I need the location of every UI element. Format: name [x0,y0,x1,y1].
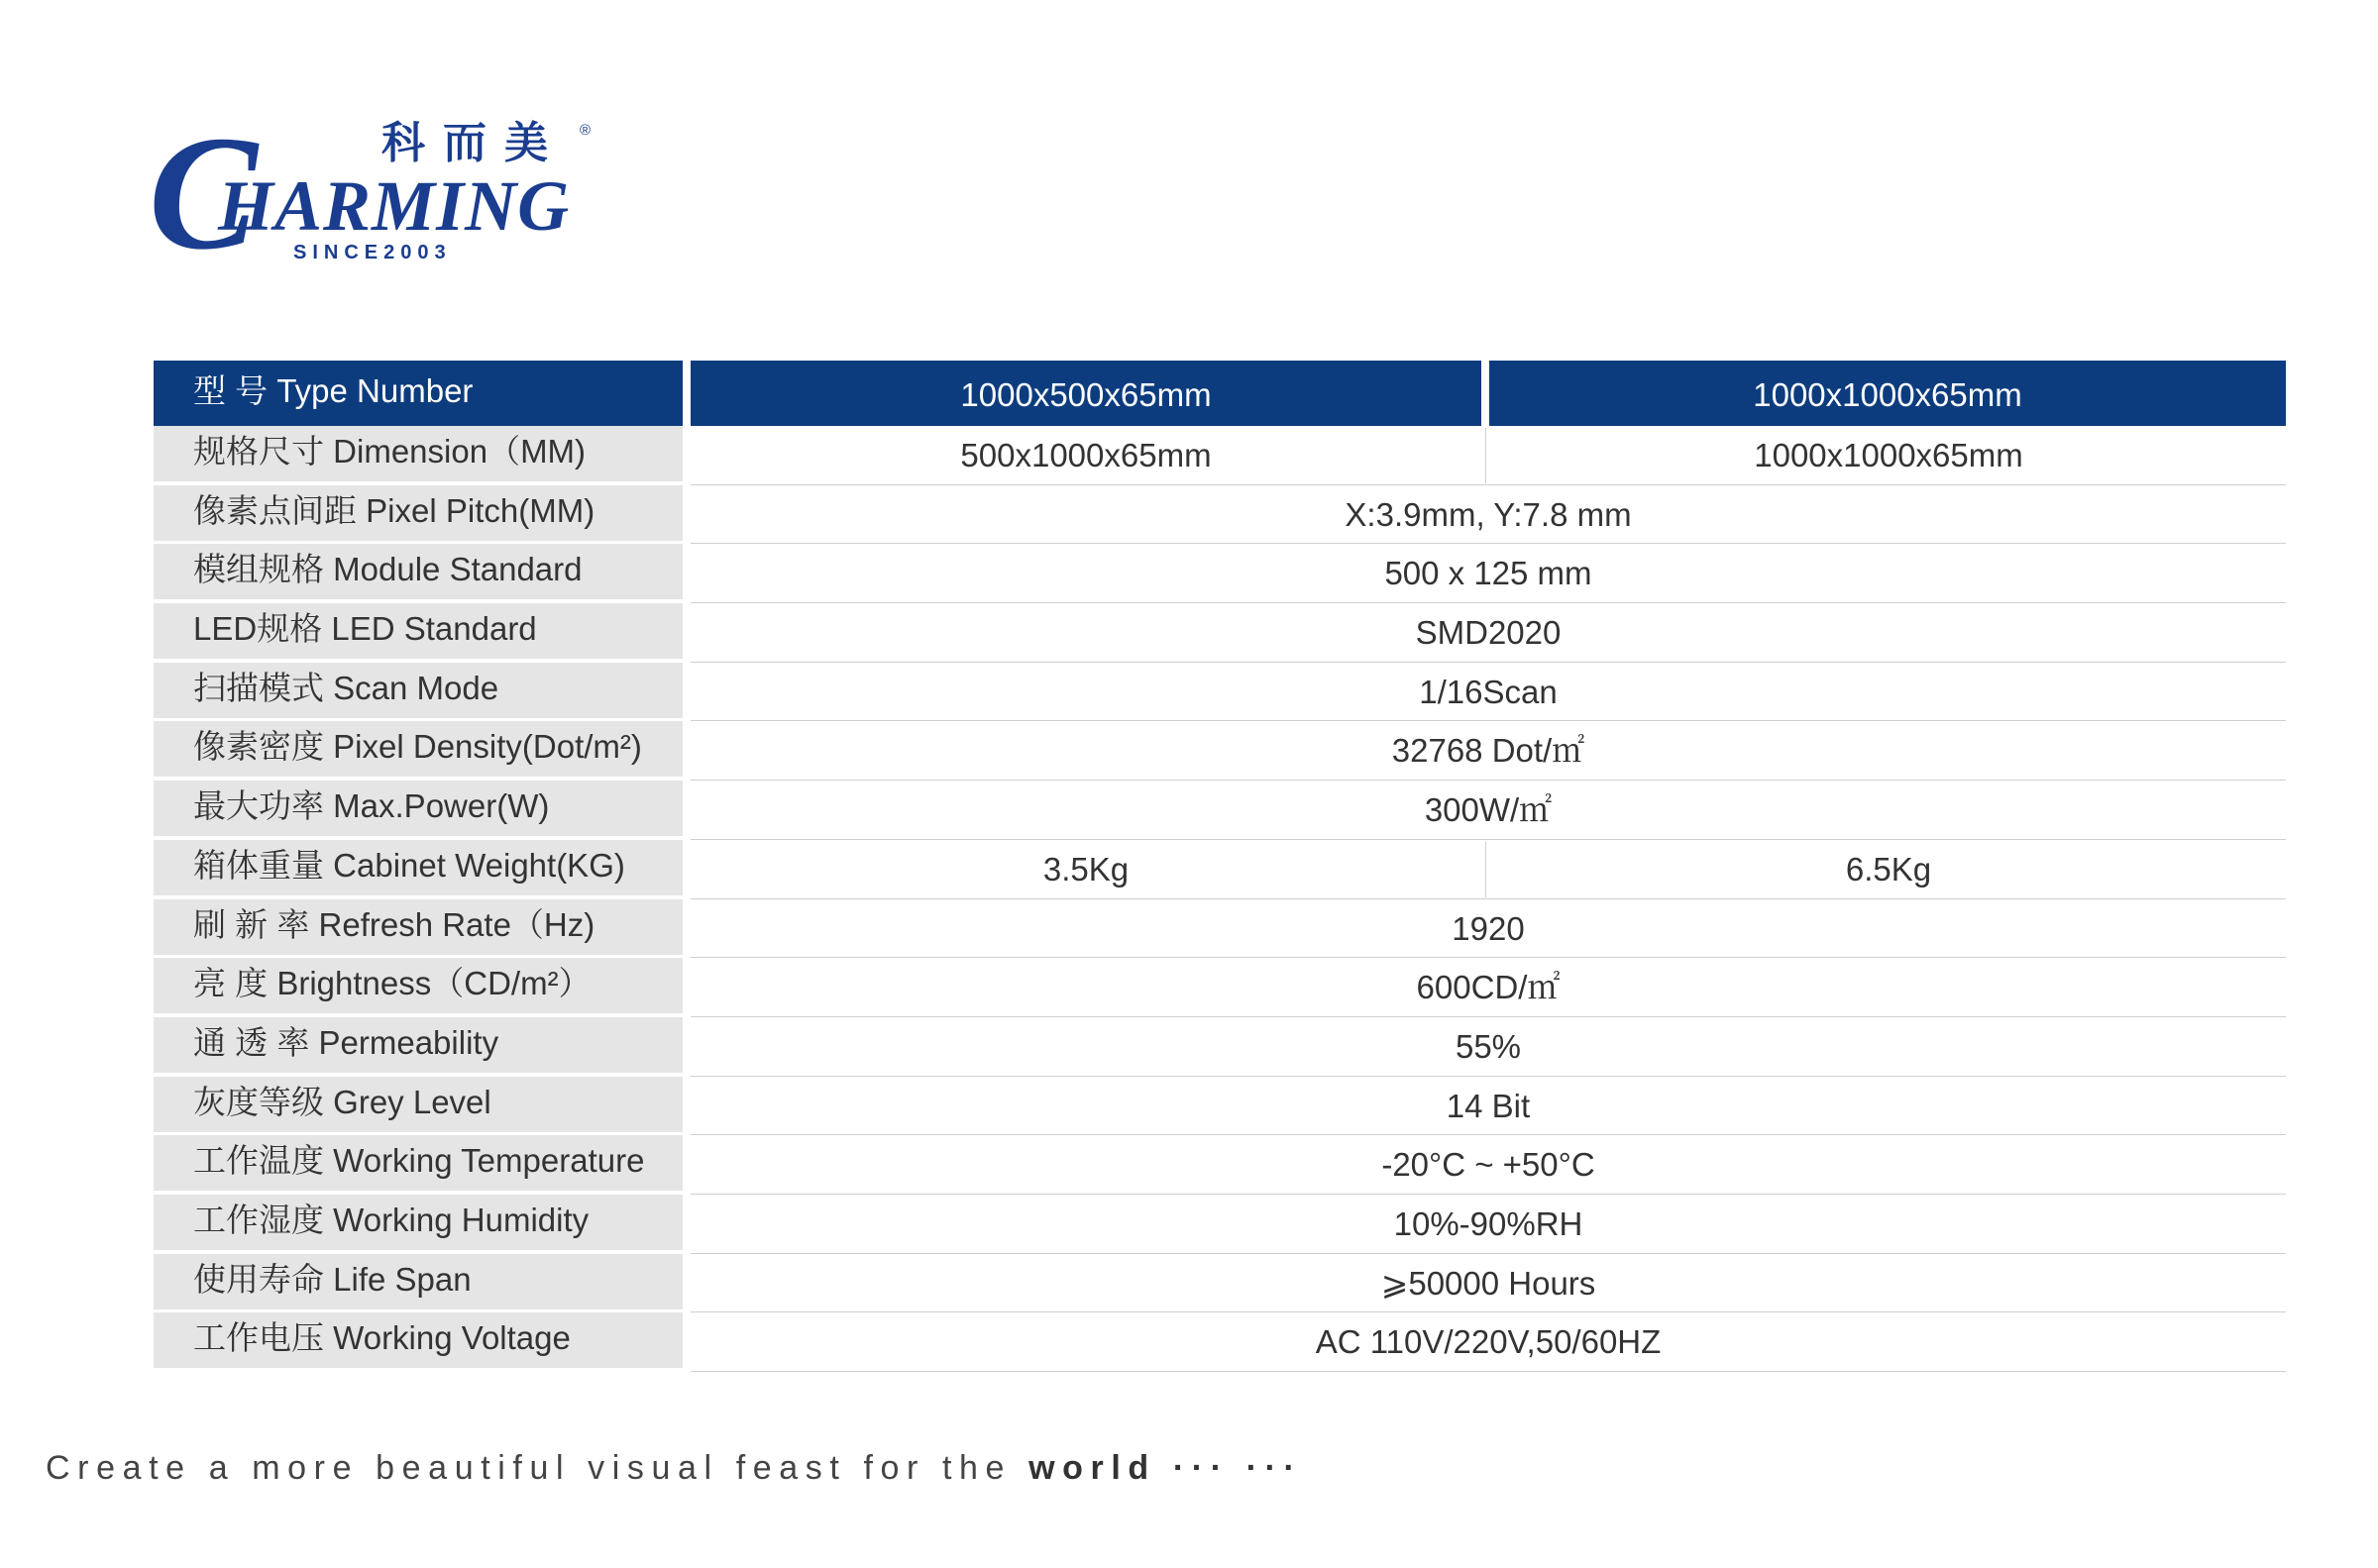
table-body [154,426,2286,1372]
table-row [154,1312,2286,1372]
table-row [154,721,2286,781]
table-row [154,1077,2286,1136]
row-values [691,1135,2286,1195]
row-values [691,840,2286,899]
slogan-emphasis: world [1028,1449,1156,1487]
row-values [691,603,2286,663]
row-value: SMD2020 [1415,614,1562,652]
row-values [691,544,2286,603]
row-label-cell [154,1077,683,1132]
row-label-cell [154,721,683,777]
registered-mark: ® [580,122,592,139]
row-label: 像素点间距 Pixel Pitch(MM) [193,491,595,529]
row-values [691,721,2286,781]
row-label: 工作电压 Working Voltage [193,1319,571,1357]
table-row [154,1254,2286,1313]
logo-initial: C [149,102,259,283]
row-value: 600CD/㎡ [1416,969,1561,1006]
spec-table [154,361,2286,1372]
table-row [154,1135,2286,1195]
row-label-cell [154,1254,683,1309]
row-value: ⩾50000 Hours [1380,1264,1596,1302]
row-label: 通 透 率 Permeability [193,1023,499,1061]
row-label: 规格尺寸 Dimension（MM) [193,433,587,470]
row-value: 500 x 125 mm [1384,555,1592,592]
row-label-cell [154,544,683,599]
row-label-cell [154,603,683,659]
table-row [154,426,2286,485]
row-label: 灰度等级 Grey Level [193,1083,491,1120]
row-values [691,1077,2286,1136]
header-label: 型 号 Type Number [193,372,474,409]
row-label-cell [154,958,683,1013]
table-row [154,781,2286,840]
row-values [691,899,2286,959]
slogan-text: Create a more beautiful visual feast for the [46,1449,1029,1487]
row-values [691,1195,2286,1254]
table-row [154,663,2286,722]
row-label-cell [154,663,683,718]
header-model-1 [691,361,1481,426]
table-row [154,485,2286,545]
row-label: 扫描模式 Scan Mode [193,669,499,706]
row-value: AC 110V/220V,50/60HZ [1315,1323,1662,1361]
column-divider [1485,842,1486,897]
table-row [154,603,2286,663]
logo-since: SINCE2003 [293,242,452,263]
row-label-cell [154,485,683,541]
row-values [691,1017,2286,1077]
row-value: 10%-90%RH [1393,1204,1583,1242]
logo-wordmark: HARMING [218,166,571,246]
row-value: -20°C ~ +50°C [1381,1146,1595,1184]
row-value: 32768 Dot/㎡ [1391,732,1585,770]
table-row [154,544,2286,603]
table-row [154,840,2286,899]
table-row [154,958,2286,1017]
slogan [46,1448,1302,1488]
row-label-cell [154,1017,683,1073]
table-row [154,899,2286,959]
row-label: 刷 新 率 Refresh Rate（Hz) [193,905,595,943]
row-values [691,1254,2286,1313]
row-label-cell [154,781,683,836]
row-value-model-2: 1000x1000x65mm [1754,437,2023,473]
row-label: 像素密度 Pixel Density(Dot/m²) [193,728,642,766]
row-values [691,781,2286,840]
row-value: X:3.9mm, Y:7.8 mm [1345,495,1632,533]
row-label-cell [154,840,683,895]
row-values [691,485,2286,545]
row-label: LED规格 LED Standard [193,610,537,648]
header-model-2 [1489,361,2286,426]
row-label-cell [154,1312,683,1368]
row-label: 最大功率 Max.Power(W) [193,787,550,825]
header-model-2-text: 1000x1000x65mm [1753,376,2022,413]
table-header [154,361,2286,426]
row-label-cell [154,1135,683,1191]
row-value: 55% [1455,1027,1522,1065]
row-values [691,958,2286,1017]
row-label: 使用寿命 Life Span [193,1260,472,1298]
table-row [154,1017,2286,1077]
table-row [154,1195,2286,1254]
row-value: 1/16Scan [1419,673,1558,710]
row-label-cell [154,426,683,481]
row-label: 箱体重量 Cabinet Weight(KG) [193,846,625,884]
column-divider [1485,428,1486,483]
row-label-cell [154,1195,683,1250]
row-value: 1920 [1452,909,1525,947]
row-values [691,426,2286,485]
logo-chinese-name: 科而美 [381,118,566,168]
brand-logo [149,102,604,283]
header-label-cell [154,361,683,426]
row-value-model-1: 500x1000x65mm [960,437,1212,473]
row-label: 模组规格 Module Standard [193,551,583,588]
header-model-1-text: 1000x500x65mm [960,376,1212,413]
row-values [691,1312,2286,1372]
row-values [691,663,2286,722]
row-value-model-2: 6.5Kg [1845,850,1932,888]
row-value-model-1: 3.5Kg [1042,850,1130,888]
row-label: 亮 度 Brightness（CD/m²） [193,965,592,1002]
slogan-dots: ··· ··· [1155,1449,1303,1487]
row-label: 工作湿度 Working Humidity [193,1201,590,1238]
row-label-cell [154,899,683,955]
row-value: 14 Bit [1446,1087,1531,1124]
row-value: 300W/㎡ [1424,791,1553,829]
row-label: 工作温度 Working Temperature [193,1142,645,1180]
